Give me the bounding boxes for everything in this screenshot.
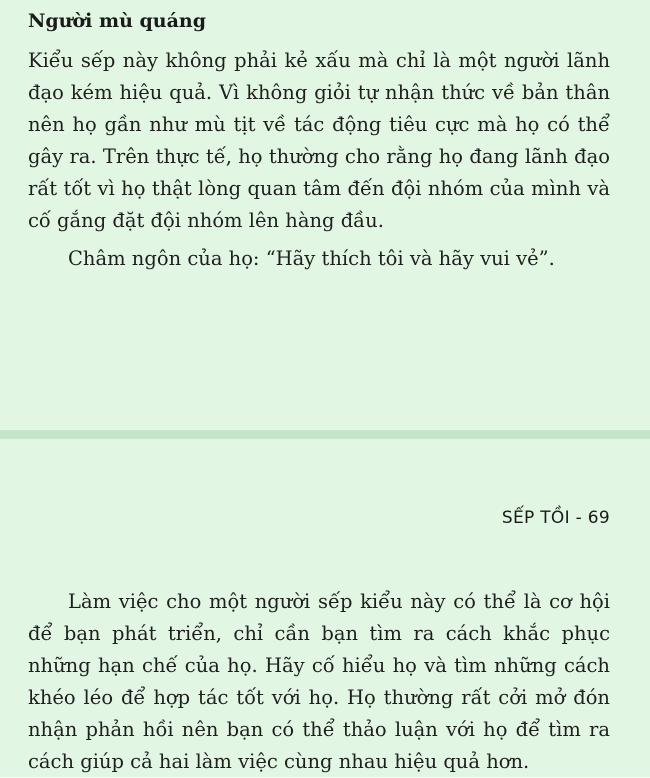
box-motto: Châm ngôn của họ: “Hãy thích tôi và hãy vui vẻ”.: [68, 247, 555, 270]
box-title: Người mù quáng: [28, 10, 207, 32]
page-divider: [0, 430, 650, 439]
box-description: Kiểu sếp này không phải kẻ xấu mà chỉ là một người lãnh đạo kém hiệu quả. Vì không giỏi tự nhận thức về bản thân nên họ gần như mù tịt về tác động tiêu cực mà họ có thể gây ra. Trên thực tế, họ thường cho rằng họ đang lãnh đạo rất tốt vì họ thật lòng quan tâm đến đội nhóm của mình và cố gắng đặt đội nhóm lên hàng đầu.: [28, 49, 610, 232]
body-text-block: [28, 586, 610, 778]
running-head: SẾP TỒI - 69: [501, 508, 610, 528]
body-paragraph: Làm việc cho một người sếp kiểu này có thể là cơ hội để bạn phát triển, chỉ cần bạn tìm ra cách khắc phục những hạn chế của họ. Hãy cố hiểu họ và tìm những cách khéo léo để hợp tác tốt với họ. Họ thường rất cởi mở đón nhận phản hồi nên bạn có thể thảo luận với họ để tìm ra cách giúp cả hai làm việc cùng nhau hiệu quả hơn.: [28, 590, 610, 773]
